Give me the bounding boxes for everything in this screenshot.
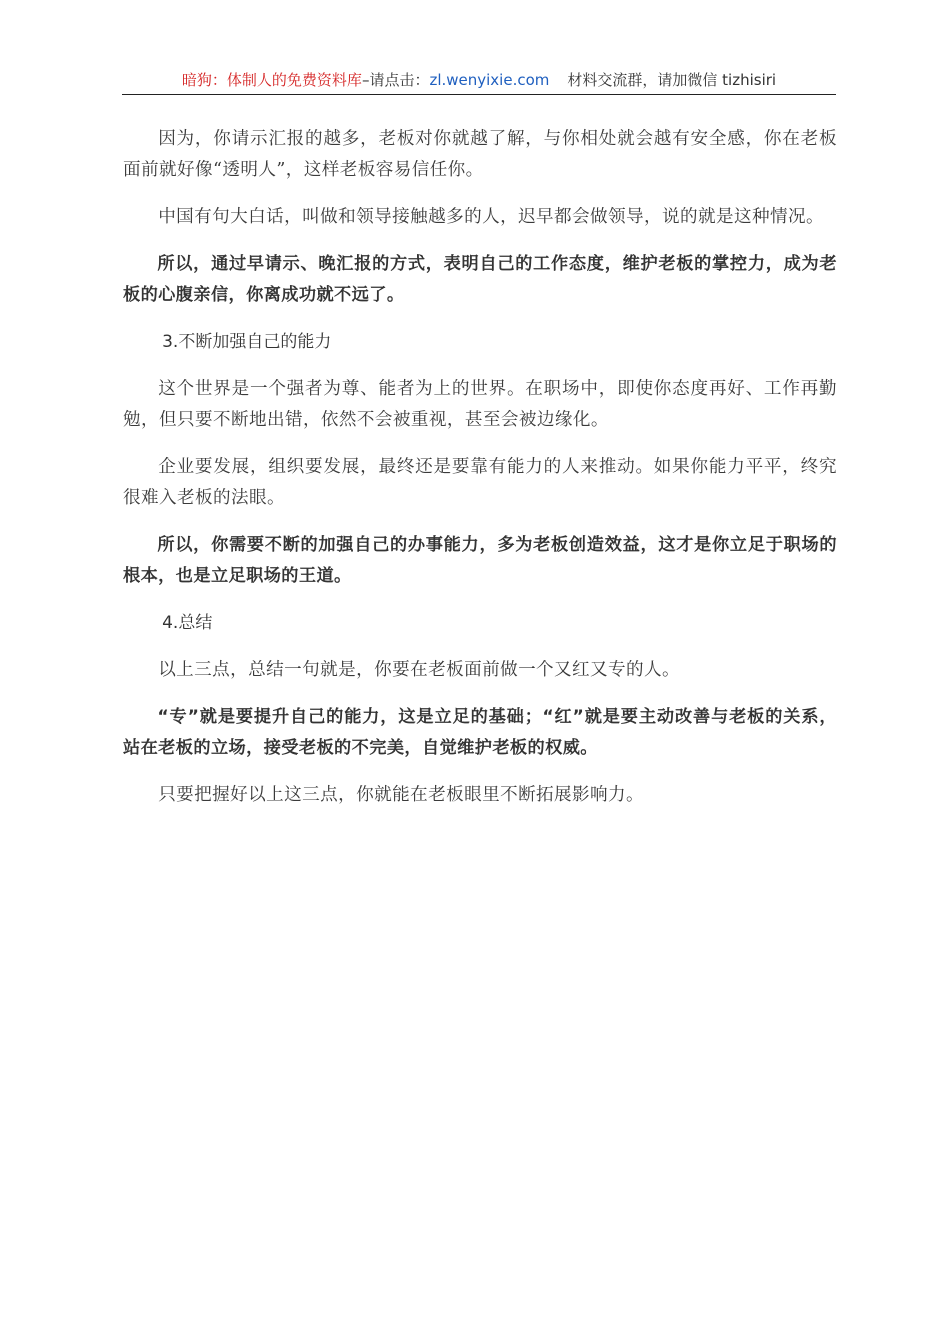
- bold-paragraph: 所以，你需要不断的加强自己的办事能力，多为老板创造效益，这才是你立足于职场的根本，也是立足职场的王道。: [123, 535, 837, 586]
- header-contact: 材料交流群，请加微信 tizhisiri: [567, 71, 777, 89]
- bold-paragraph: “专”就是要提升自己的能力，这是立足的基础；“红”就是要主动改善与老板的关系，站在老板的立场，接受老板的不完美，自觉维护老板的权威。: [123, 707, 837, 758]
- section-heading: 3.不断加强自己的能力: [162, 332, 332, 352]
- header-brand: 暗狗：体制人的免费资料库: [181, 71, 362, 89]
- bold-paragraph: 所以，通过早请示、晚汇报的方式，表明自己的工作态度，维护老板的掌控力，成为老板的心腹亲信，你离成功就不远了。: [123, 254, 837, 305]
- paragraph: 以上三点，总结一句就是，你要在老板面前做一个又红又专的人。: [158, 660, 681, 680]
- section-heading: 4.总结: [162, 613, 213, 633]
- header-link[interactable]: zl.wenyixie.com: [429, 71, 550, 89]
- paragraph: 这个世界是一个强者为尊、能者为上的世界。在职场中，即使你态度再好、工作再勤勉，但只要不断地出错，依然不会被重视，甚至会被边缘化。: [123, 379, 837, 430]
- paragraph: 企业要发展，组织要发展，最终还是要靠有能力的人来推动。如果你能力平平，终究很难入老板的法眼。: [123, 457, 837, 508]
- page-header: [122, 70, 836, 95]
- paragraph: 中国有句大白话，叫做和领导接触越多的人，迟早都会做领导，说的就是这种情况。: [158, 207, 824, 227]
- paragraph: 只要把握好以上这三点，你就能在老板眼里不断拓展影响力。: [158, 785, 645, 805]
- paragraph: 因为，你请示汇报的越多，老板对你就越了解，与你相处就会越有安全感，你在老板面前就好像“透明人”，这样老板容易信任你。: [123, 129, 837, 180]
- header-prompt: –请点击：: [361, 71, 430, 89]
- article-body: [123, 124, 837, 827]
